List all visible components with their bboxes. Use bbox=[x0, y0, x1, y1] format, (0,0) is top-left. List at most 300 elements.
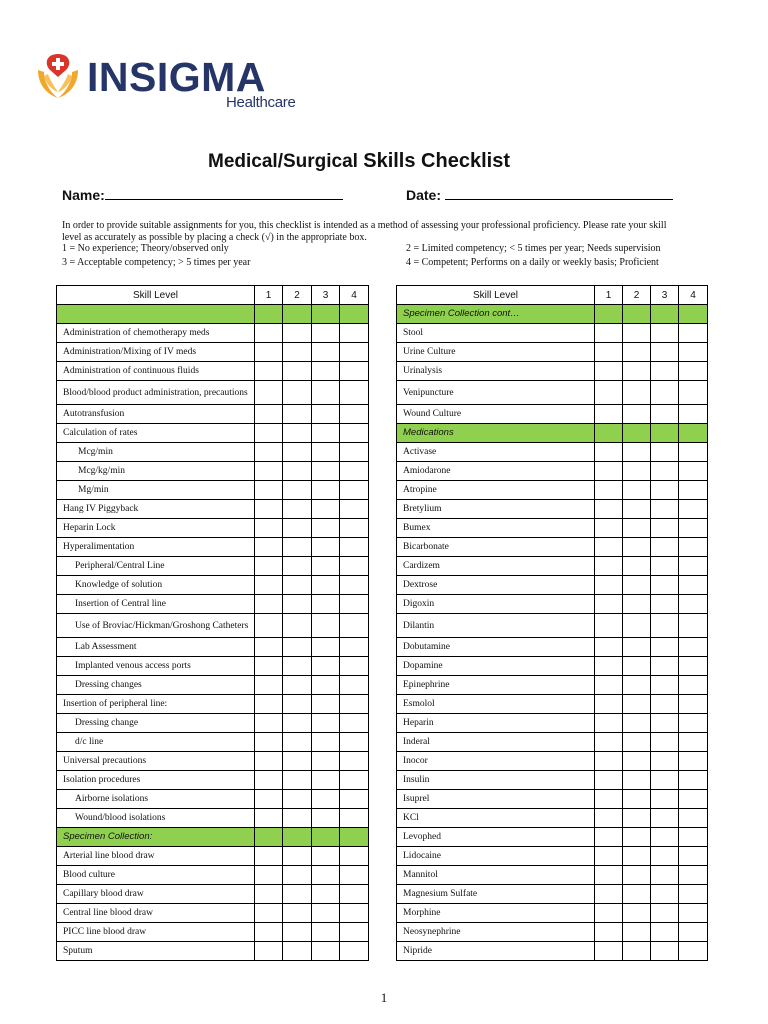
rating-cell-3[interactable] bbox=[651, 942, 679, 961]
rating-cell-2[interactable] bbox=[283, 695, 312, 714]
rating-cell-2[interactable] bbox=[283, 771, 312, 790]
rating-cell-1[interactable] bbox=[255, 885, 283, 904]
rating-cell-4[interactable] bbox=[340, 443, 369, 462]
rating-cell-3[interactable] bbox=[312, 714, 340, 733]
rating-cell-3[interactable] bbox=[651, 481, 679, 500]
rating-cell-2[interactable] bbox=[283, 676, 312, 695]
rating-cell-4[interactable] bbox=[679, 695, 708, 714]
rating-cell-2[interactable] bbox=[283, 381, 312, 405]
rating-cell-4[interactable] bbox=[679, 942, 708, 961]
rating-cell-4[interactable] bbox=[340, 752, 369, 771]
rating-cell-2[interactable] bbox=[623, 614, 651, 638]
rating-cell-1[interactable] bbox=[255, 500, 283, 519]
rating-cell-2[interactable] bbox=[623, 500, 651, 519]
rating-cell-4[interactable] bbox=[340, 343, 369, 362]
skill-row bbox=[397, 866, 708, 885]
rating-cell-2[interactable] bbox=[623, 847, 651, 866]
rating-cell-3[interactable] bbox=[651, 866, 679, 885]
rating-cell-3[interactable] bbox=[312, 424, 340, 443]
rating-cell-1[interactable] bbox=[595, 809, 623, 828]
rating-cell-4[interactable] bbox=[679, 657, 708, 676]
rating-cell-4[interactable] bbox=[679, 733, 708, 752]
rating-cell-3[interactable] bbox=[651, 714, 679, 733]
rating-cell-4 bbox=[340, 305, 369, 324]
rating-cell-3[interactable] bbox=[651, 790, 679, 809]
skill-label: Autotransfusion bbox=[57, 405, 255, 424]
rating-cell-2[interactable] bbox=[623, 866, 651, 885]
rating-cell-3[interactable] bbox=[651, 847, 679, 866]
rating-cell-2[interactable] bbox=[623, 885, 651, 904]
header-col-1: 1 bbox=[255, 286, 283, 305]
rating-cell-4[interactable] bbox=[679, 847, 708, 866]
rating-cell-4[interactable] bbox=[679, 500, 708, 519]
rating-cell-1[interactable] bbox=[255, 676, 283, 695]
rating-cell-4[interactable] bbox=[679, 771, 708, 790]
skill-row bbox=[57, 324, 369, 343]
rating-cell-3[interactable] bbox=[312, 904, 340, 923]
rating-cell-1[interactable] bbox=[255, 923, 283, 942]
rating-cell-1[interactable] bbox=[255, 462, 283, 481]
rating-cell-3[interactable] bbox=[312, 923, 340, 942]
rating-cell-3[interactable] bbox=[651, 343, 679, 362]
rating-cell-1[interactable] bbox=[595, 405, 623, 424]
rating-cell-2[interactable] bbox=[283, 904, 312, 923]
rating-cell-4[interactable] bbox=[340, 866, 369, 885]
rating-cell-2[interactable] bbox=[283, 733, 312, 752]
rating-cell-2[interactable] bbox=[283, 885, 312, 904]
rating-cell-4[interactable] bbox=[679, 714, 708, 733]
rating-cell-2[interactable] bbox=[283, 557, 312, 576]
rating-cell-1[interactable] bbox=[595, 519, 623, 538]
skill-row bbox=[397, 752, 708, 771]
rating-cell-4[interactable] bbox=[679, 481, 708, 500]
rating-cell-3[interactable] bbox=[312, 595, 340, 614]
header-skill-level: Skill Level bbox=[397, 286, 595, 305]
rating-cell-1[interactable] bbox=[595, 790, 623, 809]
rating-cell-4[interactable] bbox=[340, 405, 369, 424]
rating-cell-3[interactable] bbox=[651, 519, 679, 538]
rating-cell-2[interactable] bbox=[283, 538, 312, 557]
skill-row bbox=[397, 443, 708, 462]
rating-cell-1[interactable] bbox=[255, 443, 283, 462]
rating-cell-2[interactable] bbox=[283, 343, 312, 362]
rating-cell-3[interactable] bbox=[312, 695, 340, 714]
rating-cell-3[interactable] bbox=[312, 733, 340, 752]
rating-cell-3[interactable] bbox=[651, 614, 679, 638]
skill-label: Blood culture bbox=[57, 866, 255, 885]
rating-cell-3[interactable] bbox=[651, 904, 679, 923]
rating-cell-1[interactable] bbox=[255, 557, 283, 576]
rating-cell-4[interactable] bbox=[340, 481, 369, 500]
rating-cell-3[interactable] bbox=[312, 576, 340, 595]
rating-cell-1[interactable] bbox=[595, 733, 623, 752]
rating-cell-1[interactable] bbox=[255, 381, 283, 405]
rating-cell-1[interactable] bbox=[255, 657, 283, 676]
rating-cell-4[interactable] bbox=[679, 638, 708, 657]
skill-label: Magnesium Sulfate bbox=[397, 885, 595, 904]
rating-cell-3[interactable] bbox=[312, 638, 340, 657]
rating-cell-2[interactable] bbox=[623, 695, 651, 714]
rating-cell-2[interactable] bbox=[283, 443, 312, 462]
rating-cell-4[interactable] bbox=[340, 904, 369, 923]
rating-cell-2[interactable] bbox=[283, 657, 312, 676]
rating-cell-1[interactable] bbox=[255, 424, 283, 443]
skill-row bbox=[397, 519, 708, 538]
rating-cell-2[interactable] bbox=[623, 324, 651, 343]
rating-cell-2[interactable] bbox=[283, 576, 312, 595]
rating-cell-3[interactable] bbox=[312, 405, 340, 424]
rating-cell-2[interactable] bbox=[623, 771, 651, 790]
rating-cell-1[interactable] bbox=[595, 576, 623, 595]
rating-cell-4[interactable] bbox=[679, 828, 708, 847]
rating-cell-4[interactable] bbox=[679, 519, 708, 538]
rating-cell-4[interactable] bbox=[340, 424, 369, 443]
rating-cell-1[interactable] bbox=[595, 557, 623, 576]
rating-cell-1[interactable] bbox=[595, 595, 623, 614]
rating-cell-3[interactable] bbox=[651, 885, 679, 904]
rating-cell-4[interactable] bbox=[340, 885, 369, 904]
rating-cell-4[interactable] bbox=[679, 923, 708, 942]
rating-cell-2[interactable] bbox=[283, 638, 312, 657]
rating-cell-3[interactable] bbox=[312, 443, 340, 462]
rating-cell-1[interactable] bbox=[255, 809, 283, 828]
rating-cell-1[interactable] bbox=[255, 638, 283, 657]
rating-cell-1[interactable] bbox=[595, 847, 623, 866]
rating-cell-4[interactable] bbox=[679, 343, 708, 362]
rating-cell-2[interactable] bbox=[623, 481, 651, 500]
skill-row bbox=[397, 695, 708, 714]
rating-cell-2[interactable] bbox=[623, 462, 651, 481]
rating-cell-3 bbox=[651, 305, 679, 324]
skill-label: Peripheral/Central Line bbox=[57, 557, 255, 576]
rating-cell-3[interactable] bbox=[651, 324, 679, 343]
rating-cell-3[interactable] bbox=[312, 481, 340, 500]
rating-cell-1[interactable] bbox=[595, 752, 623, 771]
rating-cell-4[interactable] bbox=[679, 405, 708, 424]
rating-cell-3[interactable] bbox=[651, 362, 679, 381]
skill-label: Dextrose bbox=[397, 576, 595, 595]
rating-cell-2[interactable] bbox=[623, 809, 651, 828]
rating-cell-3[interactable] bbox=[651, 752, 679, 771]
rating-cell-4[interactable] bbox=[340, 638, 369, 657]
rating-cell-3[interactable] bbox=[651, 676, 679, 695]
rating-cell-2[interactable] bbox=[623, 381, 651, 405]
rating-cell-2[interactable] bbox=[283, 324, 312, 343]
rating-cell-3[interactable] bbox=[651, 462, 679, 481]
rating-cell-2[interactable] bbox=[283, 790, 312, 809]
rating-cell-1[interactable] bbox=[255, 714, 283, 733]
rating-cell-3[interactable] bbox=[651, 538, 679, 557]
rating-cell-1[interactable] bbox=[255, 847, 283, 866]
rating-cell-2[interactable] bbox=[283, 595, 312, 614]
rating-cell-1[interactable] bbox=[595, 771, 623, 790]
rating-cell-2[interactable] bbox=[623, 828, 651, 847]
rating-cell-2 bbox=[283, 305, 312, 324]
rating-cell-1[interactable] bbox=[595, 828, 623, 847]
rating-cell-3[interactable] bbox=[651, 923, 679, 942]
rating-cell-3[interactable] bbox=[651, 638, 679, 657]
rating-cell-1[interactable] bbox=[255, 519, 283, 538]
rating-cell-2[interactable] bbox=[283, 809, 312, 828]
rating-cell-3[interactable] bbox=[651, 557, 679, 576]
skill-label: Inocor bbox=[397, 752, 595, 771]
rating-cell-4[interactable] bbox=[679, 362, 708, 381]
rating-cell-2[interactable] bbox=[623, 752, 651, 771]
table-header-row bbox=[57, 286, 369, 305]
rating-cell-4[interactable] bbox=[340, 576, 369, 595]
rating-cell-4[interactable] bbox=[679, 462, 708, 481]
skill-row bbox=[57, 904, 369, 923]
skill-label: Bicarbonate bbox=[397, 538, 595, 557]
rating-cell-4[interactable] bbox=[679, 538, 708, 557]
rating-cell-4[interactable] bbox=[340, 324, 369, 343]
rating-cell-1[interactable] bbox=[595, 638, 623, 657]
rating-cell-3[interactable] bbox=[312, 847, 340, 866]
rating-cell-2[interactable] bbox=[623, 904, 651, 923]
rating-cell-1[interactable] bbox=[255, 405, 283, 424]
rating-cell-4[interactable] bbox=[679, 866, 708, 885]
rating-cell-4[interactable] bbox=[340, 362, 369, 381]
rating-cell-2[interactable] bbox=[283, 405, 312, 424]
rating-cell-1[interactable] bbox=[255, 614, 283, 638]
rating-cell-4[interactable] bbox=[340, 847, 369, 866]
rating-cell-1[interactable] bbox=[595, 676, 623, 695]
rating-cell-3[interactable] bbox=[651, 809, 679, 828]
skill-row bbox=[57, 424, 369, 443]
rating-cell-4[interactable] bbox=[340, 790, 369, 809]
rating-cell-1[interactable] bbox=[255, 942, 283, 961]
rating-cell-3[interactable] bbox=[312, 752, 340, 771]
skill-label: Neosynephrine bbox=[397, 923, 595, 942]
rating-cell-2[interactable] bbox=[623, 676, 651, 695]
rating-cell-2[interactable] bbox=[623, 362, 651, 381]
rating-cell-1[interactable] bbox=[595, 695, 623, 714]
skill-label: Insertion of peripheral line: bbox=[57, 695, 255, 714]
rating-cell-3[interactable] bbox=[312, 657, 340, 676]
rating-cell-4 bbox=[340, 828, 369, 847]
rating-cell-3[interactable] bbox=[312, 866, 340, 885]
rating-cell-1[interactable] bbox=[255, 790, 283, 809]
rating-cell-3[interactable] bbox=[651, 576, 679, 595]
rating-cell-4[interactable] bbox=[340, 942, 369, 961]
rating-cell-3[interactable] bbox=[312, 324, 340, 343]
rating-cell-4[interactable] bbox=[679, 443, 708, 462]
rating-cell-2[interactable] bbox=[283, 614, 312, 638]
rating-cell-4[interactable] bbox=[340, 771, 369, 790]
skill-row bbox=[397, 904, 708, 923]
rating-cell-4[interactable] bbox=[340, 462, 369, 481]
rating-cell-1[interactable] bbox=[595, 866, 623, 885]
rating-cell-2[interactable] bbox=[283, 500, 312, 519]
rating-cell-3[interactable] bbox=[312, 381, 340, 405]
rating-cell-1[interactable] bbox=[255, 771, 283, 790]
rating-cell-1[interactable] bbox=[595, 657, 623, 676]
rating-cell-1[interactable] bbox=[595, 462, 623, 481]
rating-cell-2[interactable] bbox=[623, 714, 651, 733]
rating-cell-1[interactable] bbox=[255, 904, 283, 923]
rating-cell-3[interactable] bbox=[312, 771, 340, 790]
rating-cell-4[interactable] bbox=[340, 657, 369, 676]
rating-cell-2[interactable] bbox=[623, 576, 651, 595]
rating-cell-3[interactable] bbox=[312, 942, 340, 961]
rating-cell-1[interactable] bbox=[595, 923, 623, 942]
rating-cell-4[interactable] bbox=[679, 752, 708, 771]
section-header-row bbox=[397, 305, 708, 324]
rating-cell-2[interactable] bbox=[623, 557, 651, 576]
skill-label: Knowledge of solution bbox=[57, 576, 255, 595]
rating-cell-4[interactable] bbox=[679, 595, 708, 614]
rating-cell-2[interactable] bbox=[623, 405, 651, 424]
rating-cell-1[interactable] bbox=[595, 362, 623, 381]
rating-cell-4[interactable] bbox=[679, 324, 708, 343]
rating-cell-1[interactable] bbox=[255, 481, 283, 500]
skill-label: Arterial line blood draw bbox=[57, 847, 255, 866]
rating-cell-4[interactable] bbox=[679, 576, 708, 595]
rating-cell-2[interactable] bbox=[623, 638, 651, 657]
rating-cell-2[interactable] bbox=[283, 481, 312, 500]
rating-cell-1[interactable] bbox=[255, 324, 283, 343]
rating-cell-2[interactable] bbox=[283, 942, 312, 961]
rating-cell-2[interactable] bbox=[283, 462, 312, 481]
rating-cell-1[interactable] bbox=[595, 942, 623, 961]
rating-cell-3[interactable] bbox=[651, 443, 679, 462]
rating-cell-3[interactable] bbox=[651, 657, 679, 676]
rating-cell-3[interactable] bbox=[651, 695, 679, 714]
rating-cell-1[interactable] bbox=[255, 595, 283, 614]
rating-cell-1[interactable] bbox=[255, 343, 283, 362]
rating-cell-1[interactable] bbox=[595, 714, 623, 733]
rating-cell-4[interactable] bbox=[679, 557, 708, 576]
section-header-row bbox=[57, 828, 369, 847]
rating-cell-4[interactable] bbox=[340, 381, 369, 405]
rating-cell-2[interactable] bbox=[623, 790, 651, 809]
rating-cell-3[interactable] bbox=[651, 500, 679, 519]
header-col-3: 3 bbox=[651, 286, 679, 305]
rating-cell-3[interactable] bbox=[651, 733, 679, 752]
rating-cell-4[interactable] bbox=[340, 676, 369, 695]
rating-cell-1[interactable] bbox=[595, 324, 623, 343]
skill-label: Administration of continuous fluids bbox=[57, 362, 255, 381]
rating-cell-1[interactable] bbox=[255, 752, 283, 771]
rating-cell-3[interactable] bbox=[312, 519, 340, 538]
rating-cell-4[interactable] bbox=[340, 538, 369, 557]
rating-cell-3[interactable] bbox=[651, 405, 679, 424]
rating-cell-3[interactable] bbox=[312, 809, 340, 828]
rating-cell-3[interactable] bbox=[651, 771, 679, 790]
skill-label: Wound Culture bbox=[397, 405, 595, 424]
rating-cell-2[interactable] bbox=[623, 343, 651, 362]
rating-cell-3[interactable] bbox=[312, 500, 340, 519]
rating-cell-4[interactable] bbox=[679, 885, 708, 904]
rating-cell-4[interactable] bbox=[679, 381, 708, 405]
rating-cell-1[interactable] bbox=[255, 733, 283, 752]
rating-cell-2[interactable] bbox=[283, 519, 312, 538]
skill-row bbox=[57, 576, 369, 595]
rating-cell-4[interactable] bbox=[340, 695, 369, 714]
rating-cell-1[interactable] bbox=[255, 866, 283, 885]
rating-cell-3[interactable] bbox=[312, 885, 340, 904]
rating-cell-4[interactable] bbox=[340, 809, 369, 828]
rating-cell-1[interactable] bbox=[595, 481, 623, 500]
rating-cell-4[interactable] bbox=[679, 809, 708, 828]
rating-cell-1 bbox=[595, 305, 623, 324]
rating-cell-1[interactable] bbox=[255, 695, 283, 714]
rating-cell-1[interactable] bbox=[255, 362, 283, 381]
rating-cell-3[interactable] bbox=[651, 381, 679, 405]
rating-cell-3[interactable] bbox=[312, 538, 340, 557]
rating-cell-4[interactable] bbox=[340, 714, 369, 733]
rating-cell-1[interactable] bbox=[595, 381, 623, 405]
rating-cell-4[interactable] bbox=[340, 923, 369, 942]
rating-cell-3[interactable] bbox=[312, 462, 340, 481]
skill-label: d/c line bbox=[57, 733, 255, 752]
skill-label: Morphine bbox=[397, 904, 595, 923]
rating-cell-1[interactable] bbox=[595, 614, 623, 638]
rating-cell-2[interactable] bbox=[623, 443, 651, 462]
rating-cell-2[interactable] bbox=[283, 752, 312, 771]
rating-cell-1[interactable] bbox=[255, 538, 283, 557]
rating-cell-2[interactable] bbox=[283, 866, 312, 885]
rating-cell-2[interactable] bbox=[623, 657, 651, 676]
rating-cell-2[interactable] bbox=[623, 595, 651, 614]
rating-cell-4[interactable] bbox=[340, 519, 369, 538]
rating-cell-3[interactable] bbox=[651, 595, 679, 614]
rating-cell-1[interactable] bbox=[595, 343, 623, 362]
rating-cell-3[interactable] bbox=[312, 790, 340, 809]
skill-label: Wound/blood isolations bbox=[57, 809, 255, 828]
rating-cell-1[interactable] bbox=[595, 443, 623, 462]
rating-cell-2[interactable] bbox=[283, 714, 312, 733]
date-input-line[interactable] bbox=[445, 187, 673, 200]
rating-cell-4[interactable] bbox=[679, 676, 708, 695]
rating-cell-4[interactable] bbox=[679, 790, 708, 809]
rating-cell-4[interactable] bbox=[340, 500, 369, 519]
rating-cell-3[interactable] bbox=[312, 362, 340, 381]
rating-cell-3[interactable] bbox=[312, 614, 340, 638]
skill-row bbox=[397, 538, 708, 557]
rating-cell-2[interactable] bbox=[283, 847, 312, 866]
rating-cell-1[interactable] bbox=[595, 904, 623, 923]
rating-cell-3[interactable] bbox=[312, 676, 340, 695]
name-input-line[interactable] bbox=[105, 187, 343, 200]
rating-cell-2[interactable] bbox=[623, 519, 651, 538]
rating-cell-2[interactable] bbox=[623, 538, 651, 557]
rating-cell-4[interactable] bbox=[340, 614, 369, 638]
rating-cell-4[interactable] bbox=[340, 557, 369, 576]
rating-cell-2[interactable] bbox=[623, 923, 651, 942]
rating-cell-2[interactable] bbox=[283, 362, 312, 381]
logo-subtitle: Healthcare bbox=[226, 94, 296, 111]
rating-cell-2[interactable] bbox=[283, 923, 312, 942]
rating-cell-4[interactable] bbox=[679, 904, 708, 923]
rating-cell-4[interactable] bbox=[679, 614, 708, 638]
rating-cell-2[interactable] bbox=[283, 424, 312, 443]
rating-cell-1[interactable] bbox=[595, 500, 623, 519]
rating-cell-1[interactable] bbox=[595, 885, 623, 904]
rating-cell-3[interactable] bbox=[312, 343, 340, 362]
skill-label: Capillary blood draw bbox=[57, 885, 255, 904]
rating-cell-3[interactable] bbox=[651, 828, 679, 847]
rating-cell-3[interactable] bbox=[312, 557, 340, 576]
header-col-3: 3 bbox=[312, 286, 340, 305]
rating-cell-1[interactable] bbox=[255, 576, 283, 595]
skill-label: Use of Broviac/Hickman/Groshong Catheters bbox=[57, 614, 255, 638]
rating-cell-4[interactable] bbox=[340, 733, 369, 752]
rating-cell-2[interactable] bbox=[623, 733, 651, 752]
rating-cell-2[interactable] bbox=[623, 942, 651, 961]
rating-cell-1[interactable] bbox=[595, 538, 623, 557]
rating-cell-4[interactable] bbox=[340, 595, 369, 614]
